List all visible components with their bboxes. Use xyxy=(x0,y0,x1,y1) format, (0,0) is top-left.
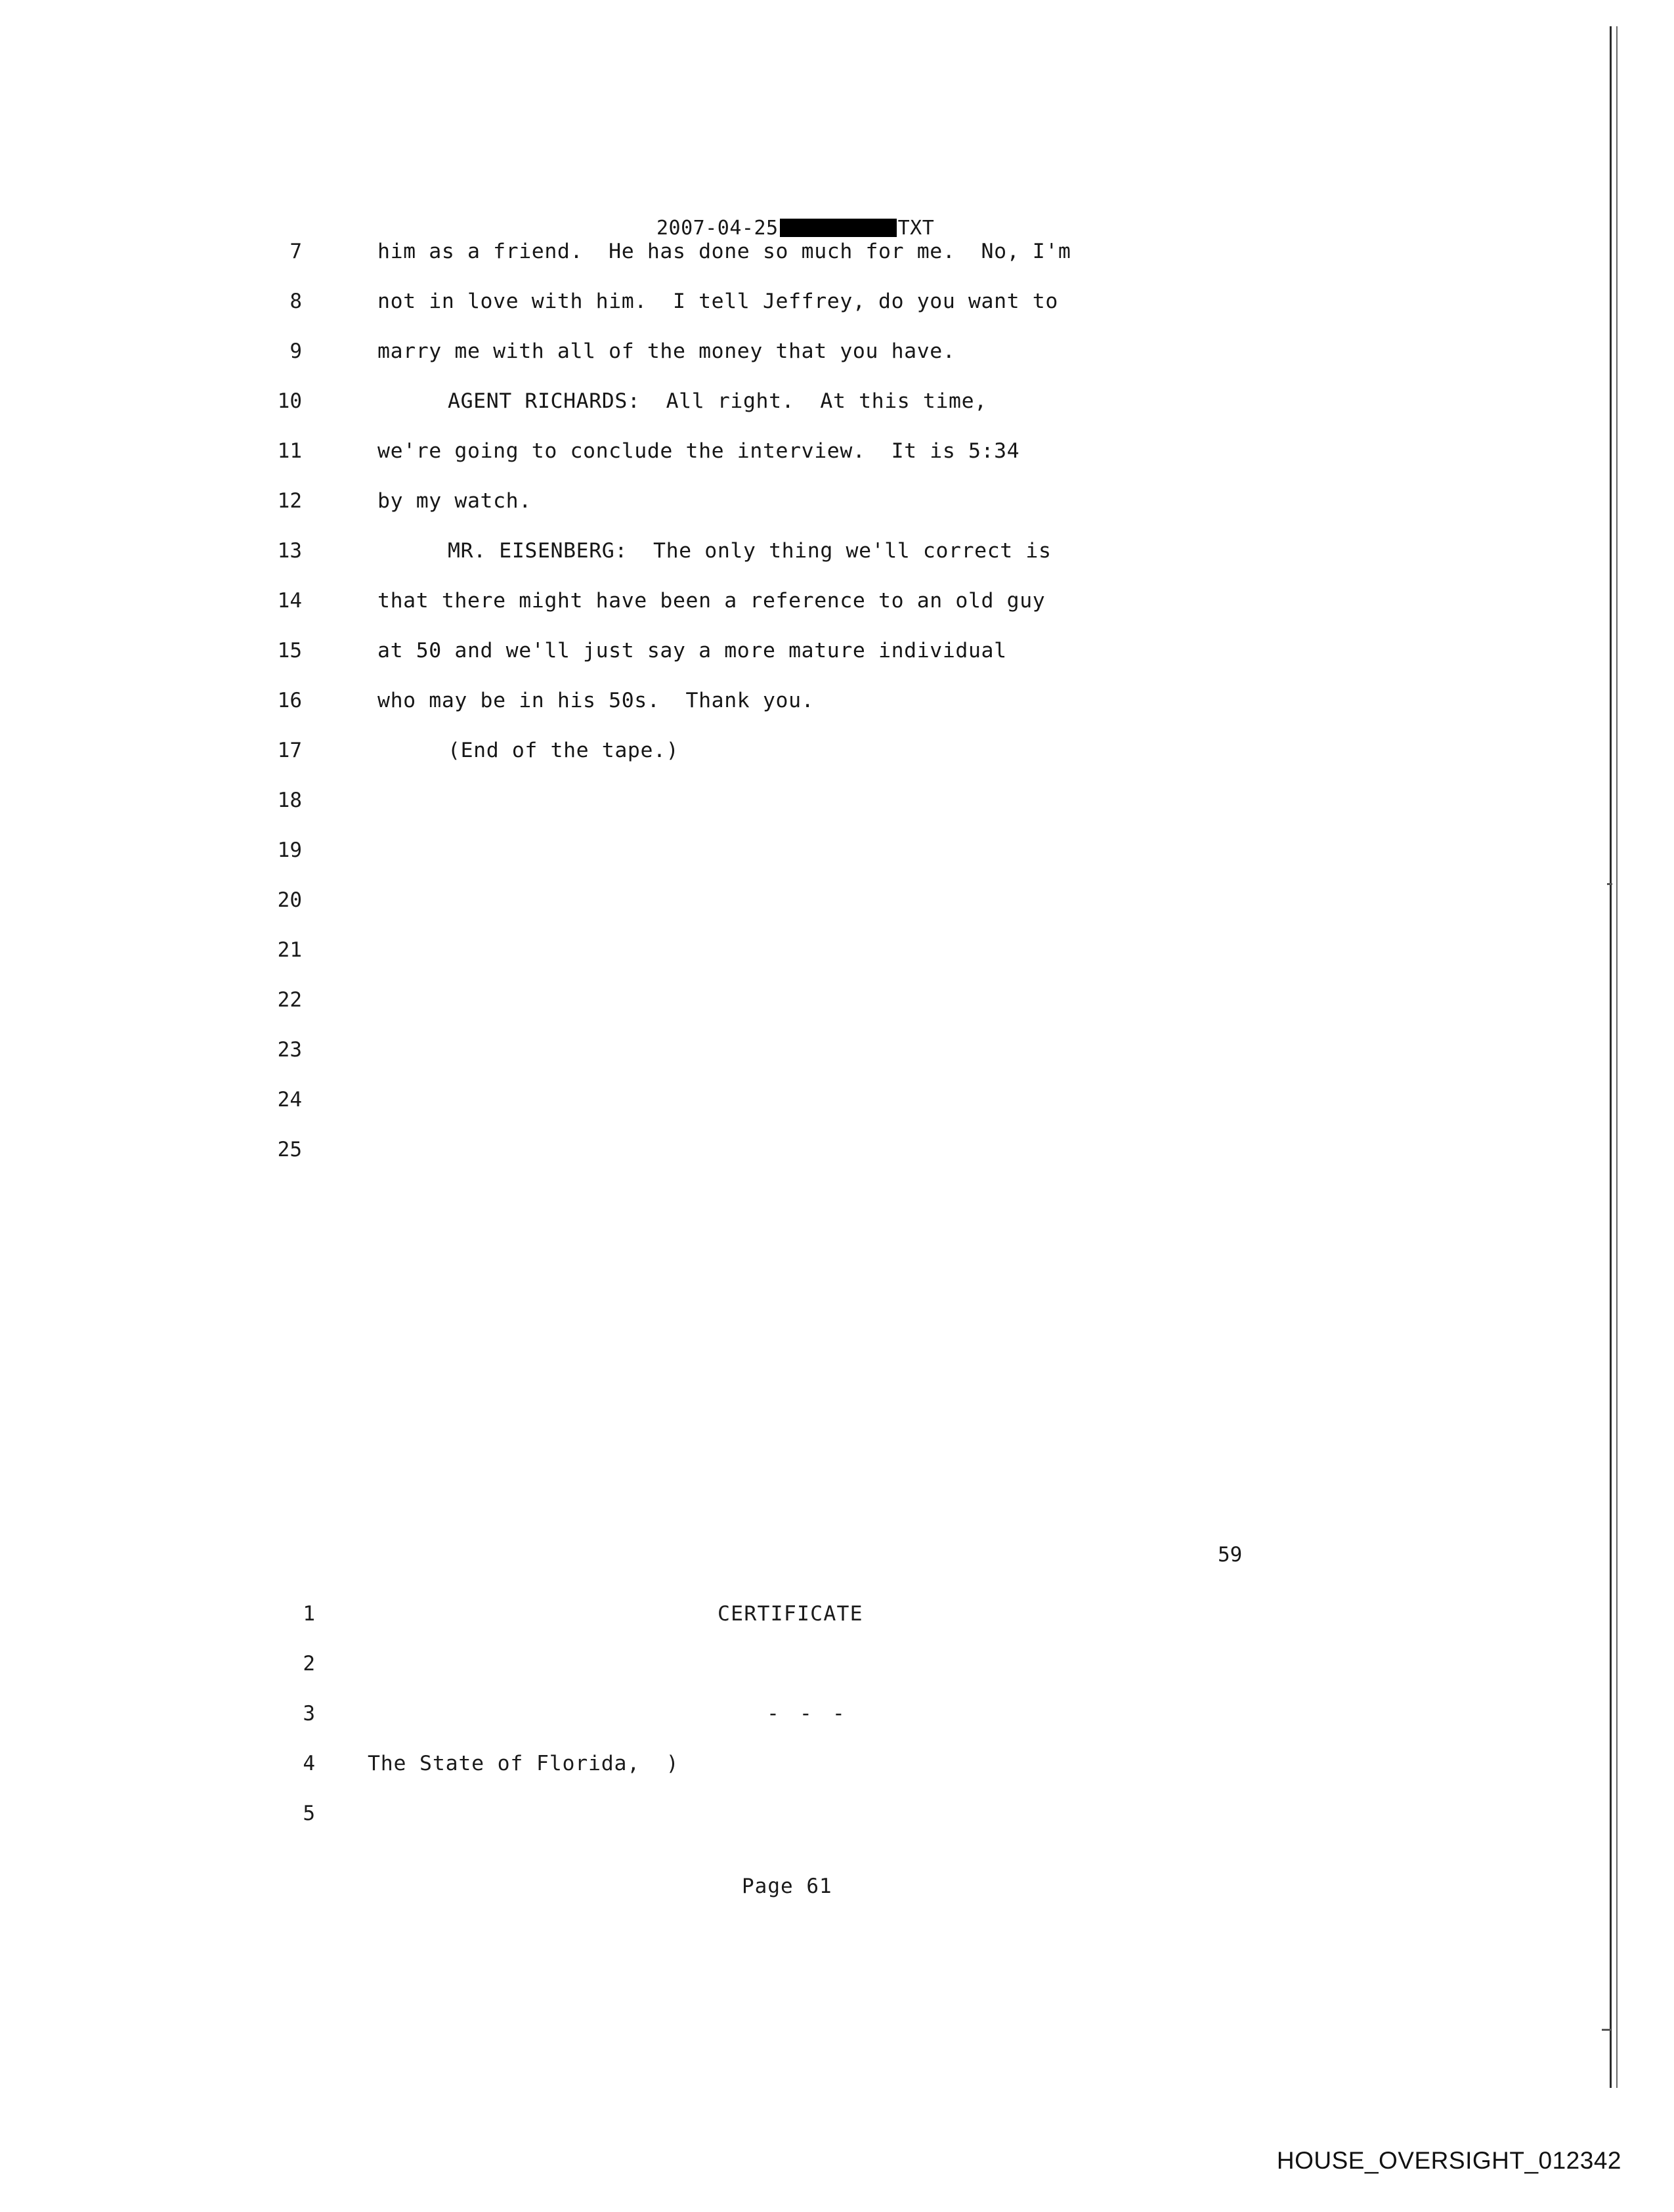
certificate-line xyxy=(0,1599,1674,1649)
line-number: 23 xyxy=(277,1038,302,1062)
line-number: 20 xyxy=(277,888,302,912)
line-text: him as a friend. He has done so much for me. No, I'm xyxy=(377,240,1071,263)
transcript-line xyxy=(0,586,1674,636)
footer-page-label: Page 61 xyxy=(742,1875,832,1898)
certificate-line-text: The State of Florida, ) xyxy=(368,1752,679,1775)
line-number: 13 xyxy=(277,539,302,563)
line-number: 17 xyxy=(277,739,302,762)
transcript-line xyxy=(0,885,1674,935)
line-number: 12 xyxy=(277,489,302,513)
certificate-line xyxy=(0,1699,1674,1748)
line-number: 4 xyxy=(303,1752,315,1775)
line-number: 16 xyxy=(277,689,302,712)
transcript-line xyxy=(0,785,1674,835)
file-stamp-date: 2007-04-25 xyxy=(656,217,779,240)
line-number: 2 xyxy=(303,1652,315,1676)
hole-punch-mark xyxy=(0,1865,49,1930)
certificate-line xyxy=(0,1798,1674,1848)
line-number: 9 xyxy=(290,339,302,363)
transcript-line xyxy=(0,1085,1674,1135)
transcript-line xyxy=(0,336,1674,386)
edge-tick-mark xyxy=(1602,2029,1611,2031)
line-text: (End of the tape.) xyxy=(448,739,679,762)
line-number: 5 xyxy=(303,1802,315,1825)
transcript-line xyxy=(0,835,1674,885)
file-stamp-extension: TXT xyxy=(897,217,935,240)
line-text: marry me with all of the money that you have. xyxy=(377,339,956,363)
line-number: 8 xyxy=(290,290,302,313)
line-text: at 50 and we'll just say a more mature individual xyxy=(377,639,1007,662)
line-number: 25 xyxy=(277,1138,302,1161)
line-number: 18 xyxy=(277,789,302,812)
transcript-line xyxy=(0,536,1674,586)
line-text: not in love with him. I tell Jeffrey, do you want to xyxy=(377,290,1058,313)
transcript-line xyxy=(0,236,1674,286)
transcript-line xyxy=(0,386,1674,436)
transcript-line xyxy=(0,486,1674,536)
transcript-line xyxy=(0,1035,1674,1085)
line-number: 24 xyxy=(277,1088,302,1112)
transcript-page-number: 59 xyxy=(1218,1543,1243,1567)
transcript-line xyxy=(0,1135,1674,1184)
line-number: 14 xyxy=(277,589,302,613)
transcript-body xyxy=(0,236,1674,1184)
transcript-line xyxy=(0,436,1674,486)
certificate-line-text: - - - xyxy=(767,1702,849,1725)
transcript-line xyxy=(0,685,1674,735)
line-number: 21 xyxy=(277,938,302,962)
certificate-line xyxy=(0,1748,1674,1798)
line-number: 10 xyxy=(277,389,302,413)
line-number: 15 xyxy=(277,639,302,662)
line-text: who may be in his 50s. Thank you. xyxy=(377,689,815,712)
line-number: 11 xyxy=(277,439,302,463)
transcript-line xyxy=(0,985,1674,1035)
line-text: we're going to conclude the interview. It is 5:34 xyxy=(377,439,1020,463)
line-text: AGENT RICHARDS: All right. At this time, xyxy=(448,389,987,413)
transcript-line xyxy=(0,286,1674,336)
transcript-line xyxy=(0,735,1674,785)
bates-stamp: HOUSE_OVERSIGHT_012342 xyxy=(1276,2147,1621,2174)
line-number: 1 xyxy=(303,1602,315,1626)
line-number: 19 xyxy=(277,838,302,862)
line-number: 22 xyxy=(277,988,302,1012)
certificate-line-text: CERTIFICATE xyxy=(718,1602,863,1626)
certificate-line xyxy=(0,1649,1674,1699)
line-text: that there might have been a reference to an old guy xyxy=(377,589,1046,613)
line-number: 7 xyxy=(290,240,302,263)
line-text: by my watch. xyxy=(377,489,532,513)
line-text: MR. EISENBERG: The only thing we'll correct is xyxy=(448,539,1052,563)
certificate-block xyxy=(0,1599,1674,1848)
transcript-line xyxy=(0,636,1674,685)
redaction-bar xyxy=(780,219,897,237)
line-number: 3 xyxy=(303,1702,315,1725)
transcript-line xyxy=(0,935,1674,985)
